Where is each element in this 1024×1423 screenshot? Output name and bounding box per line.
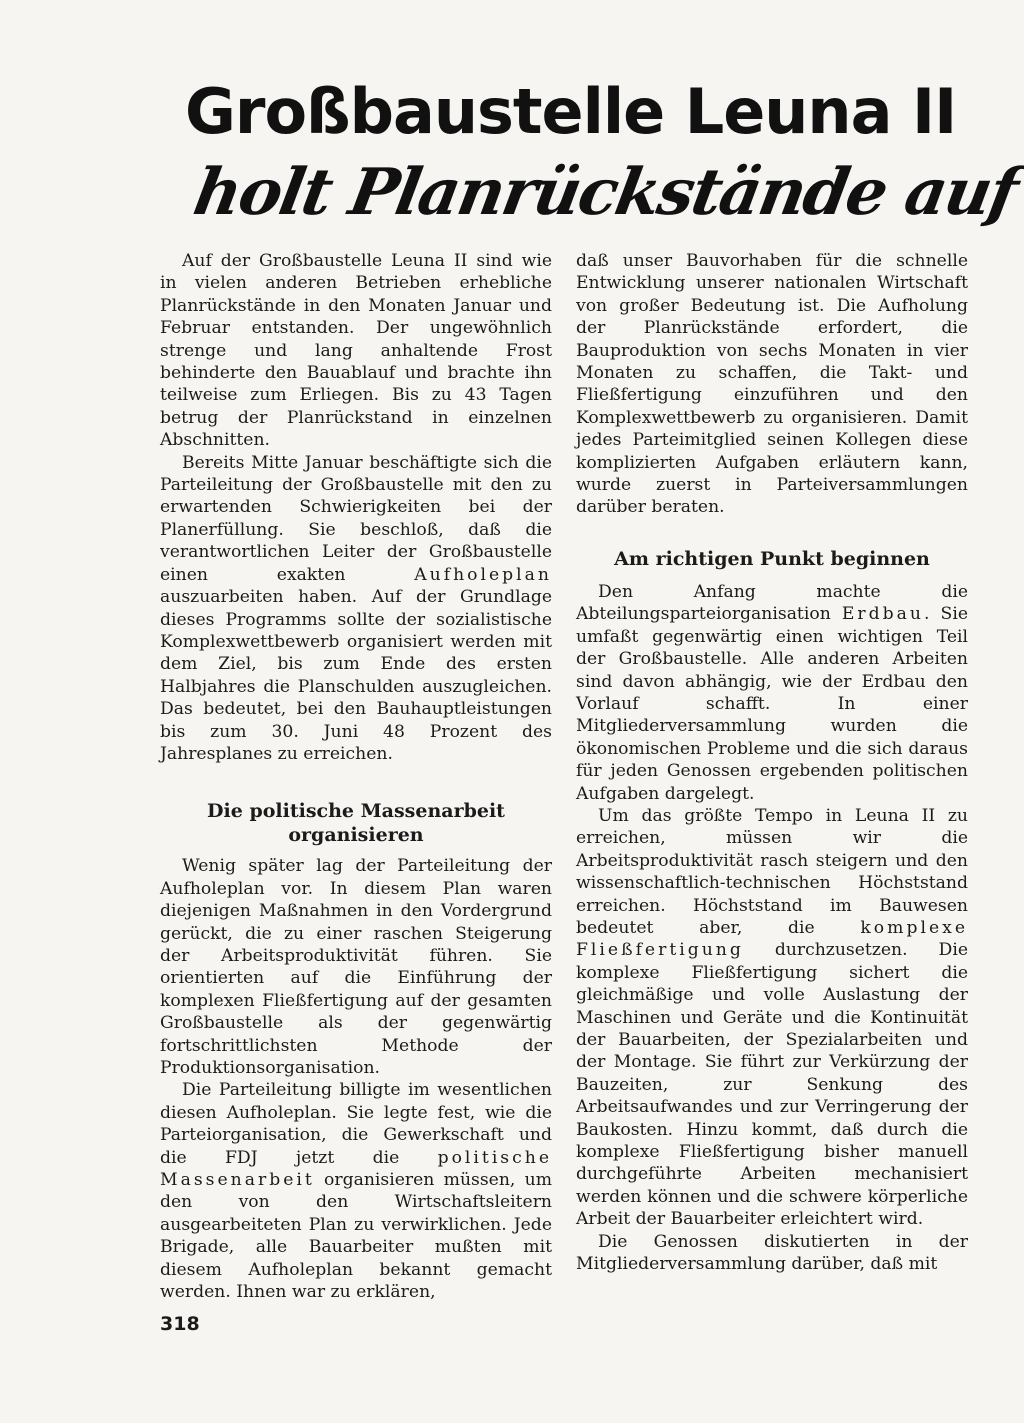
paragraph [160,452,552,766]
paragraph-text: Um das größte Tempo in Leuna II zu erreichen, müssen wir die Arbeitsproduktivität rasch steigern und den wissenschaftlich-technischen Höchststand erreichen. Höchststand im Bauwesen bedeutet aber, die [576,805,968,938]
spaced-emphasis: politische Massenarbeit [160,1147,552,1191]
paragraph: Wenig später lag der Parteileitung der Aufholeplan vor. In diesem Plan waren diejenigen Maßnahmen in den Vordergrund gerückt, die zu einer raschen Steigerung der Arbeitsproduktivität führen. Sie orientierten auf die Einführung der komplexen Fließfertigung auf der gesamten Großbaustelle als der gegenwärtig fortschrittlichsten Methode der Produktionsorganisation. [160,856,552,1078]
section-heading: Am richtigen Punkt beginnen [614,547,930,570]
paragraph-text: Die Parteileitung billigte im wesentlichen diesen Aufholeplan. Sie legte fest, wie die Parteiorganisation, die Gewerkschaft und die FDJ jetzt die [160,1080,552,1168]
left-column [160,250,552,1303]
paragraph: daß unser Bauvorhaben für die schnelle Entwicklung unserer nationalen Wirtschaft von großer Bedeutung ist. Die Aufholung der Planrückstände erfordert, die Bauproduktion von sechs Monaten in vier Monaten zu schaffen, die Takt- und Fließfertigung einzuführen und den Komplexwettbewerb zu organisieren. Damit jedes Parteimitglied seinen Kollegen diese komplizierten Aufgaben erläutern kann, wurde zuerst in Parteiversammlungen darüber beraten. [576,251,968,518]
spaced-emphasis: Aufholeplan [414,564,552,585]
headline-line-1: Großbaustelle Leuna II [185,72,955,152]
paragraph: Auf der Großbaustelle Leuna II sind wie in vielen anderen Betrieben erhebliche Planrückstände in den Monaten Januar und Februar entstanden. Der ungewöhnlich strenge und lang anhaltende Frost behinderte den Bauablauf und brachte ihn teilweise zum Erliegen. Bis zu 43 Tagen betrug der Planrückstand in einzelnen Abschnitten. [160,251,552,451]
paragraph-text: Den Anfang machte die Abteilungsparteiorganisation [576,581,968,625]
paragraph: Die Genossen diskutierten in der Mitgliederversammlung darüber, daß mit [576,1231,968,1275]
paragraph-text: organisieren müssen, um den von den Wirtschaftsleitern ausgearbeiteten Plan zu verwirklichen. Jede Brigade, alle Bauarbeiter mußten mit diesem Aufholeplan bekannt gemacht werden. Ihnen war zu erklären, [160,1170,552,1303]
page-number: 318 [160,1313,200,1335]
paragraph-text: . Sie umfaßt gegenwärtig einen wichtigen Teil der Großbaustelle. Alle anderen Arbeiten sind davon abhängig, wie der Erdbau den Vorlauf schafft. In einer Mitgliederversammlung wurden die ökonomischen Probleme und die sich daraus für jeden Genossen ergebenden politischen Aufgaben dargelegt. [576,604,968,804]
right-column [576,250,968,1275]
paragraph [160,1079,552,1303]
paragraph [576,805,968,1231]
headline-line-2: holt Planrückstände auf [188,155,1022,230]
headline [185,72,1022,242]
spaced-emphasis: Erdbau [841,604,924,625]
spaced-emphasis: komplexe Fließfertigung [576,917,968,961]
paragraph-text: auszuarbeiten haben. Auf der Grundlage dieses Programms sollte der sozialistische Komplexwettbewerb organisiert werden mit dem Ziel, bis zum Ende des ersten Halbjahres die Planschulden auszugleichen. Das bedeutet, bei den Bauhauptleistungen bis zum 30. Juni 48 Prozent des Jahresplanes zu erreichen. [160,587,552,764]
section-heading: Die politische Massenarbeit organisieren [207,800,505,847]
paragraph [576,581,968,805]
paragraph-text: Bereits Mitte Januar beschäftigte sich die Parteileitung der Großbaustelle mit den zu erwartenden Schwierigkeiten bei der Planerfüllung. Sie beschloß, daß die verantwortlichen Leiter der Großbaustelle einen exakten [160,452,552,585]
paragraph-text: durchzusetzen. Die komplexe Fließfertigung sichert die gleichmäßige und volle Auslastung der Maschinen und Geräte und die Kontinuität der Bauarbeiten, der Spezialarbeiten und der Montage. Sie führt zur Verkürzung der Bauzeiten, zur Senkung des Arbeitsaufwandes und zur Verringerung der Baukosten. Hinzu kommt, daß durch die komplexe Fließfertigung bisher manuell durchgeführte Arbeiten mechanisiert werden können und die schwere körperliche Arbeit der Bauarbeiter erleichtert wird. [576,940,968,1230]
